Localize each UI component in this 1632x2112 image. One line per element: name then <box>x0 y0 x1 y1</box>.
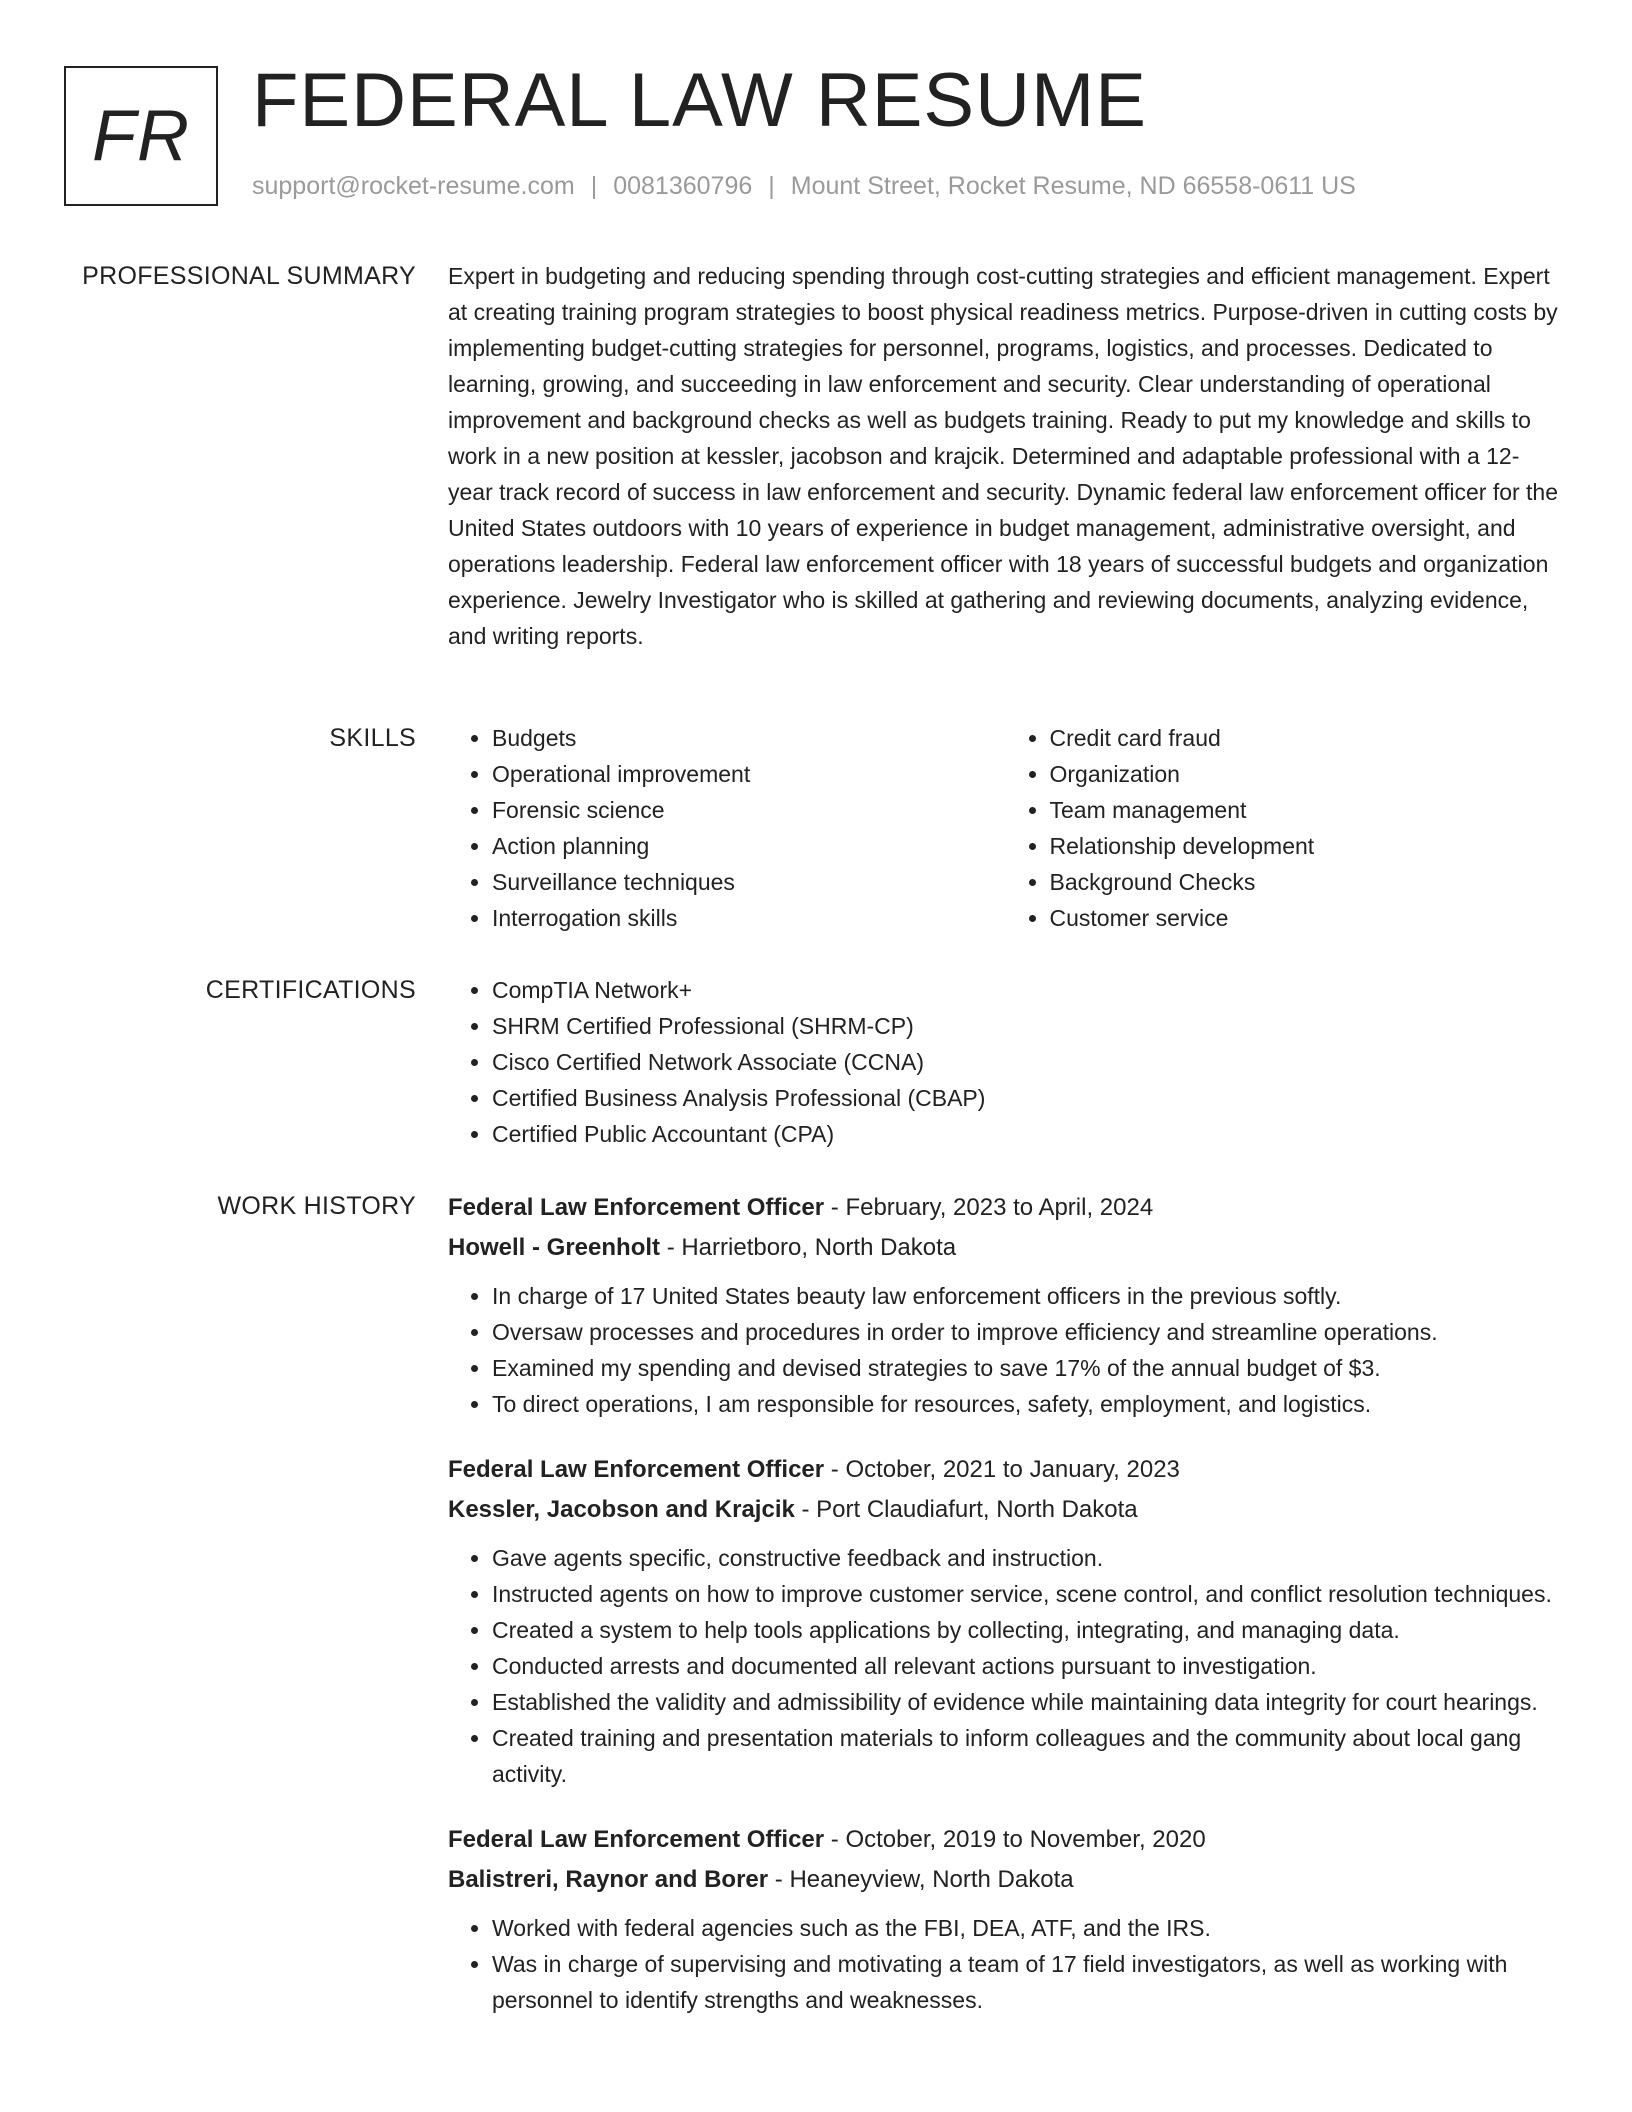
job-bullet: • In charge of 17 United States beauty law enforcement officers in the previous softly. <box>492 1278 1563 1314</box>
skill-item: • Operational improvement <box>492 756 1006 792</box>
job-dates: - October, 2021 to January, 2023 <box>830 1456 1180 1483</box>
summary-heading: PROFESSIONAL SUMMARY <box>82 262 416 290</box>
job-company: Howell - Greenholt <box>448 1234 661 1261</box>
job-bullet: • Created a system to help tools applications by collecting, integrating, and managing data. <box>492 1612 1563 1648</box>
job-dates: - October, 2019 to November, 2020 <box>830 1826 1206 1853</box>
job-bullet: • To direct operations, I am responsible for resources, safety, employment, and logistics. <box>492 1386 1563 1422</box>
skills-heading: SKILLS <box>329 724 416 752</box>
job-company: Balistreri, Raynor and Borer <box>448 1866 769 1893</box>
certification-item: • Certified Business Analysis Professional (CBAP) <box>492 1080 1563 1116</box>
contact-address: Mount Street, Rocket Resume, ND 66558-0611 US <box>790 172 1356 200</box>
job-title-line <box>448 1450 1563 1490</box>
job-location: - Heaneyview, North Dakota <box>774 1866 1074 1893</box>
job-bullet: • Examined my spending and devised strategies to save 17% of the annual budget of $3. <box>492 1350 1563 1386</box>
job-bullets <box>448 1540 1563 1792</box>
skills-list <box>448 720 1563 936</box>
contact-separator: | <box>768 172 775 200</box>
skill-item: • Organization <box>1050 756 1564 792</box>
resume-title: FEDERAL LAW RESUME <box>252 58 1147 143</box>
monogram: FR <box>64 66 218 206</box>
job-bullet: • Created training and presentation materials to inform colleagues and the community about local gang activity. <box>492 1720 1563 1792</box>
summary-text: Expert in budgeting and reducing spending through cost-cutting strategies and efficient management. Expert at creating training program strategies to boost physical readiness metrics. Purpose-driven in cutting costs by implementing budget-cutting strategies for personnel, programs, logistics, and processes. Dedicated to learning, growing, and succeeding in law enforcement and security. Clear understanding of operational improvement and background checks as well as budgets training. Ready to put my knowledge and skills to work in a new position at kessler, jacobson and krajcik. Determined and adaptable professional with a 12-year track record of success in law enforcement and security. Dynamic federal law enforcement officer for the United States outdoors with 10 years of experience in budget management, administrative oversight, and operations leadership. Federal law enforcement officer with 18 years of successful budgets and organization experience. Jewelry Investigator who is skilled at gathering and reviewing documents, analyzing evidence, and writing reports. <box>448 263 1559 649</box>
skill-item: • Interrogation skills <box>492 900 1006 936</box>
job-org-line <box>448 1490 1563 1530</box>
skill-item: • Credit card fraud <box>1050 720 1564 756</box>
job-bullet: • Oversaw processes and procedures in order to improve efficiency and streamline operations. <box>492 1314 1563 1350</box>
skill-item: • Relationship development <box>1050 828 1564 864</box>
job-title: Federal Law Enforcement Officer <box>448 1826 825 1853</box>
job-bullets <box>448 1910 1563 2018</box>
job-org-line <box>448 1860 1563 1900</box>
job-title-line <box>448 1820 1563 1860</box>
job-entry <box>448 1188 1563 1422</box>
skill-item: • Budgets <box>492 720 1006 756</box>
job-entry <box>448 1450 1563 1792</box>
certification-item: • CompTIA Network+ <box>492 972 1563 1008</box>
certification-item: • Certified Public Accountant (CPA) <box>492 1116 1563 1152</box>
contact-email[interactable]: support@rocket-resume.com <box>252 172 575 200</box>
skill-item: • Forensic science <box>492 792 1006 828</box>
certifications-heading: CERTIFICATIONS <box>205 976 416 1004</box>
job-bullets <box>448 1278 1563 1422</box>
job-dates: - February, 2023 to April, 2024 <box>830 1194 1154 1221</box>
job-location: - Port Claudiafurt, North Dakota <box>801 1496 1138 1523</box>
skill-item: • Surveillance techniques <box>492 864 1006 900</box>
skills-column-left <box>448 720 1006 936</box>
job-bullet: • Conducted arrests and documented all relevant actions pursuant to investigation. <box>492 1648 1563 1684</box>
job-bullet: • Established the validity and admissibility of evidence while maintaining data integrity for court hearings. <box>492 1684 1563 1720</box>
job-location: - Harrietboro, North Dakota <box>666 1234 957 1261</box>
job-bullet: • Worked with federal agencies such as the FBI, DEA, ATF, and the IRS. <box>492 1910 1563 1946</box>
work-history-heading: WORK HISTORY <box>217 1192 416 1220</box>
job-entry <box>448 1820 1563 2018</box>
skill-item: • Action planning <box>492 828 1006 864</box>
job-org-line <box>448 1228 1563 1268</box>
certifications-list <box>448 972 1563 1152</box>
summary-body <box>448 258 1563 654</box>
certification-item: • SHRM Certified Professional (SHRM-CP) <box>492 1008 1563 1044</box>
job-bullet: • Gave agents specific, constructive feedback and instruction. <box>492 1540 1563 1576</box>
contact-phone: 0081360796 <box>613 172 753 200</box>
skills-column-right <box>1006 720 1564 936</box>
skill-item: • Background Checks <box>1050 864 1564 900</box>
job-bullet: • Was in charge of supervising and motivating a team of 17 field investigators, as well as working with personnel to identify strengths and weaknesses. <box>492 1946 1563 2018</box>
job-title: Federal Law Enforcement Officer <box>448 1456 825 1483</box>
job-title: Federal Law Enforcement Officer <box>448 1194 825 1221</box>
certifications-body <box>448 972 1563 1152</box>
job-company: Kessler, Jacobson and Krajcik <box>448 1496 795 1523</box>
skill-item: • Team management <box>1050 792 1564 828</box>
job-bullet: • Instructed agents on how to improve customer service, scene control, and conflict resolution techniques. <box>492 1576 1563 1612</box>
skill-item: • Customer service <box>1050 900 1564 936</box>
contact-line <box>252 172 1356 201</box>
certification-item: • Cisco Certified Network Associate (CCNA) <box>492 1044 1563 1080</box>
job-title-line <box>448 1188 1563 1228</box>
contact-separator: | <box>590 172 598 200</box>
work-history-body <box>448 1188 1563 2046</box>
